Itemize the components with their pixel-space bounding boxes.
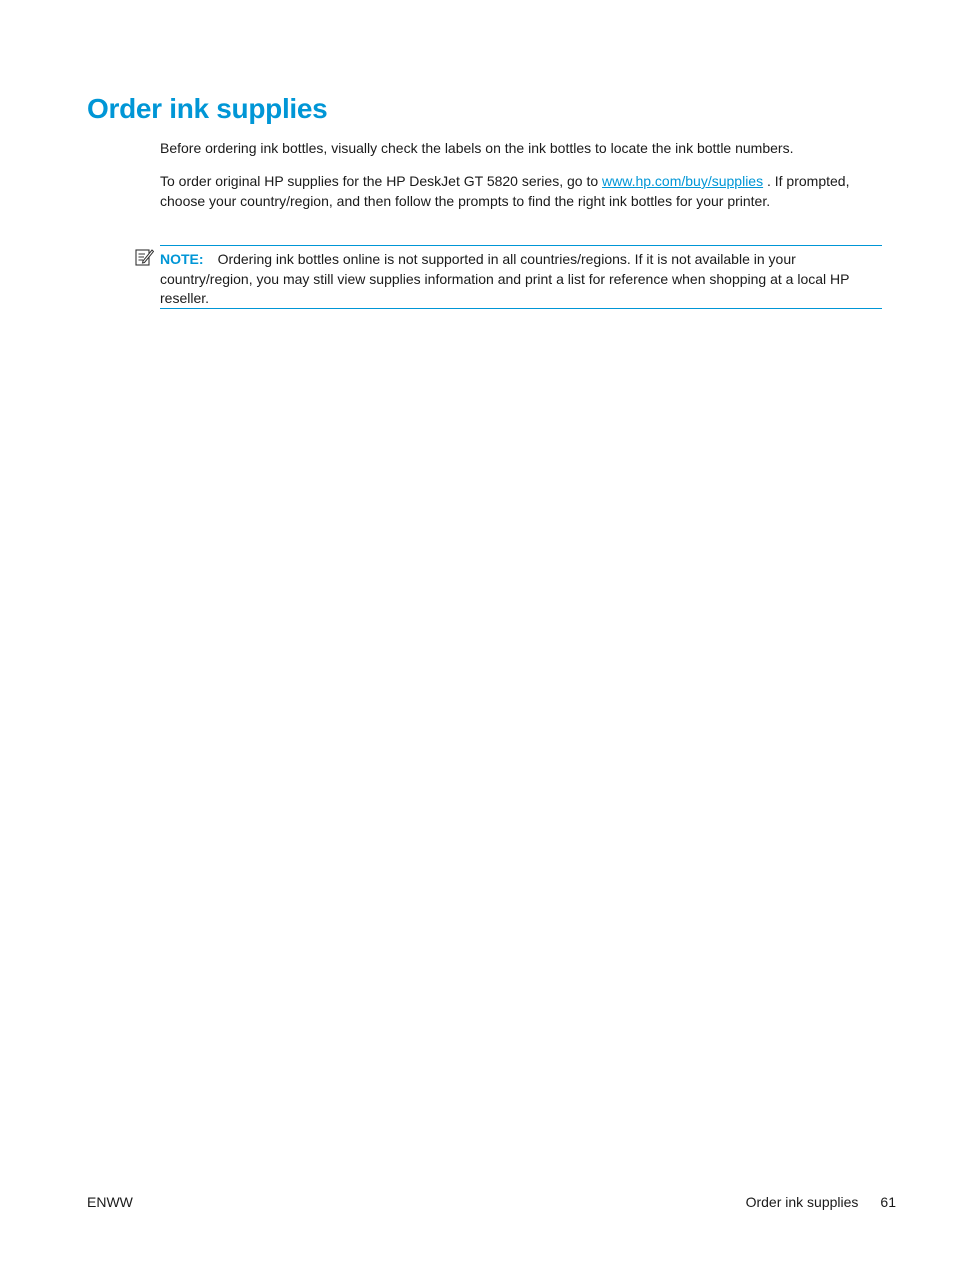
note-box: [160, 245, 882, 309]
order-text-before: To order original HP supplies for the HP DeskJet GT 5820 series, go to: [160, 173, 603, 189]
footer-section: [746, 1193, 896, 1212]
note-pencil-icon: [135, 247, 154, 266]
intro-text: Before ordering ink bottles, visually check the labels on the ink bottles to locate the ink bottle numbers.: [160, 140, 794, 156]
note-text: Ordering ink bottles online is not supported in all countries/regions. If it is not available in your country/region, you may still view supplies information and print a list for reference when shopping at a local HP reseller.: [160, 251, 850, 306]
note-label: NOTE:: [160, 251, 204, 267]
supplies-link[interactable]: www.hp.com/buy/supplies: [602, 173, 764, 189]
page-title: Order ink supplies: [87, 93, 328, 124]
footer-locale: ENWW: [87, 1194, 133, 1210]
note-paragraph: [160, 250, 882, 309]
footer-section-title: Order ink supplies: [745, 1194, 859, 1210]
page-number: 61: [880, 1194, 896, 1210]
order-paragraph: [160, 172, 860, 211]
intro-paragraph: [160, 139, 860, 159]
order-text-after: . If prompted, choose your country/region, and then follow the prompts to find the right ink bottles for your printer.: [160, 173, 850, 209]
